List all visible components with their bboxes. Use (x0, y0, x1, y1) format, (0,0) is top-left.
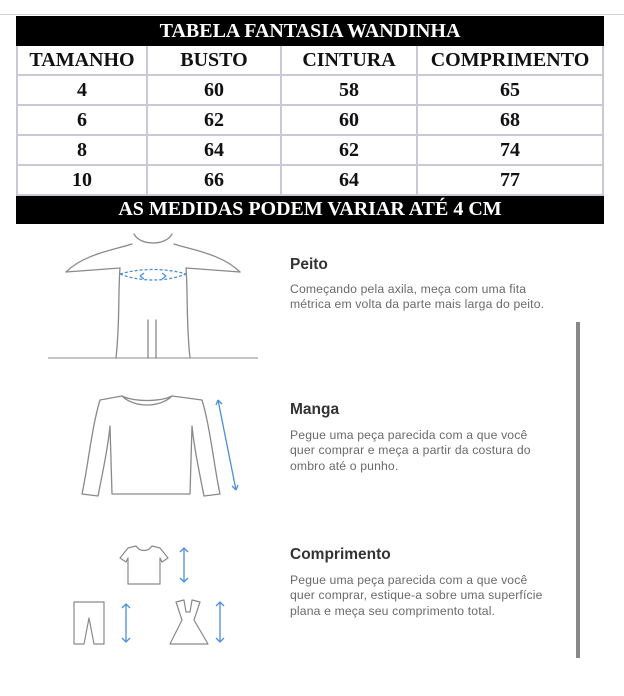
sweater-outline (82, 396, 220, 496)
vertical-scrollbar[interactable] (576, 322, 580, 658)
peito-text: Começando pela axila, meça com uma fita métrica em volta da parte mais larga do peito. (290, 282, 545, 312)
pants-outline (74, 602, 104, 644)
header-cintura: CINTURA (281, 45, 417, 75)
cell-cintura: 58 (281, 75, 417, 105)
table-footer-note: AS MEDIDAS PODEM VARIAR ATÉ 4 CM (17, 195, 603, 223)
cell-comprimento: 65 (417, 75, 603, 105)
sleeve-measure-line (216, 400, 238, 490)
table-row (17, 105, 603, 135)
chest-measure-illustration (44, 232, 262, 364)
header-busto: BUSTO (147, 45, 281, 75)
header-comprimento: COMPRIMENTO (417, 45, 603, 75)
table-row (17, 165, 603, 195)
right-shoulder-line (174, 244, 240, 272)
sleeve-measure-illustration (64, 386, 250, 506)
dress-outline (170, 600, 208, 644)
length-measure-illustration (70, 540, 230, 650)
peito-heading: Peito (290, 256, 328, 273)
neckline (134, 234, 172, 243)
cell-comprimento: 74 (417, 135, 603, 165)
cell-comprimento: 77 (417, 165, 603, 195)
manga-heading: Manga (290, 401, 340, 418)
table-title: TABELA FANTASIA WANDINHA (17, 17, 603, 45)
header-tamanho: TAMANHO (17, 45, 147, 75)
cell-cintura: 64 (281, 165, 417, 195)
right-arm-upper (186, 268, 240, 272)
cell-size: 10 (17, 165, 147, 195)
cell-size: 8 (17, 135, 147, 165)
table-row (17, 135, 603, 165)
left-shoulder-line (66, 244, 132, 272)
cell-comprimento: 68 (417, 105, 603, 135)
tshirt-outline (120, 546, 168, 584)
cell-busto: 64 (147, 135, 281, 165)
torso-right (186, 268, 190, 358)
table-row (17, 75, 603, 105)
cell-cintura: 62 (281, 135, 417, 165)
comprimento-text: Pegue uma peça parecida com a que você quer comprar, estique-a sobre uma superfície plana e meça seu comprimento total. (290, 573, 543, 618)
comprimento-heading: Comprimento (290, 546, 391, 563)
cell-busto: 60 (147, 75, 281, 105)
chest-measure-tape (120, 270, 186, 281)
cell-cintura: 60 (281, 105, 417, 135)
length-measure-lines (122, 548, 224, 642)
cell-size: 4 (17, 75, 147, 105)
size-table (16, 16, 604, 224)
left-arm-upper (66, 268, 120, 272)
cell-busto: 66 (147, 165, 281, 195)
manga-text: Pegue uma peça parecida com a que você quer comprar e meça a partir da costura do ombro até o punho. (290, 428, 531, 473)
cell-busto: 62 (147, 105, 281, 135)
top-divider (0, 14, 624, 15)
cell-size: 6 (17, 105, 147, 135)
torso-left (116, 268, 120, 358)
